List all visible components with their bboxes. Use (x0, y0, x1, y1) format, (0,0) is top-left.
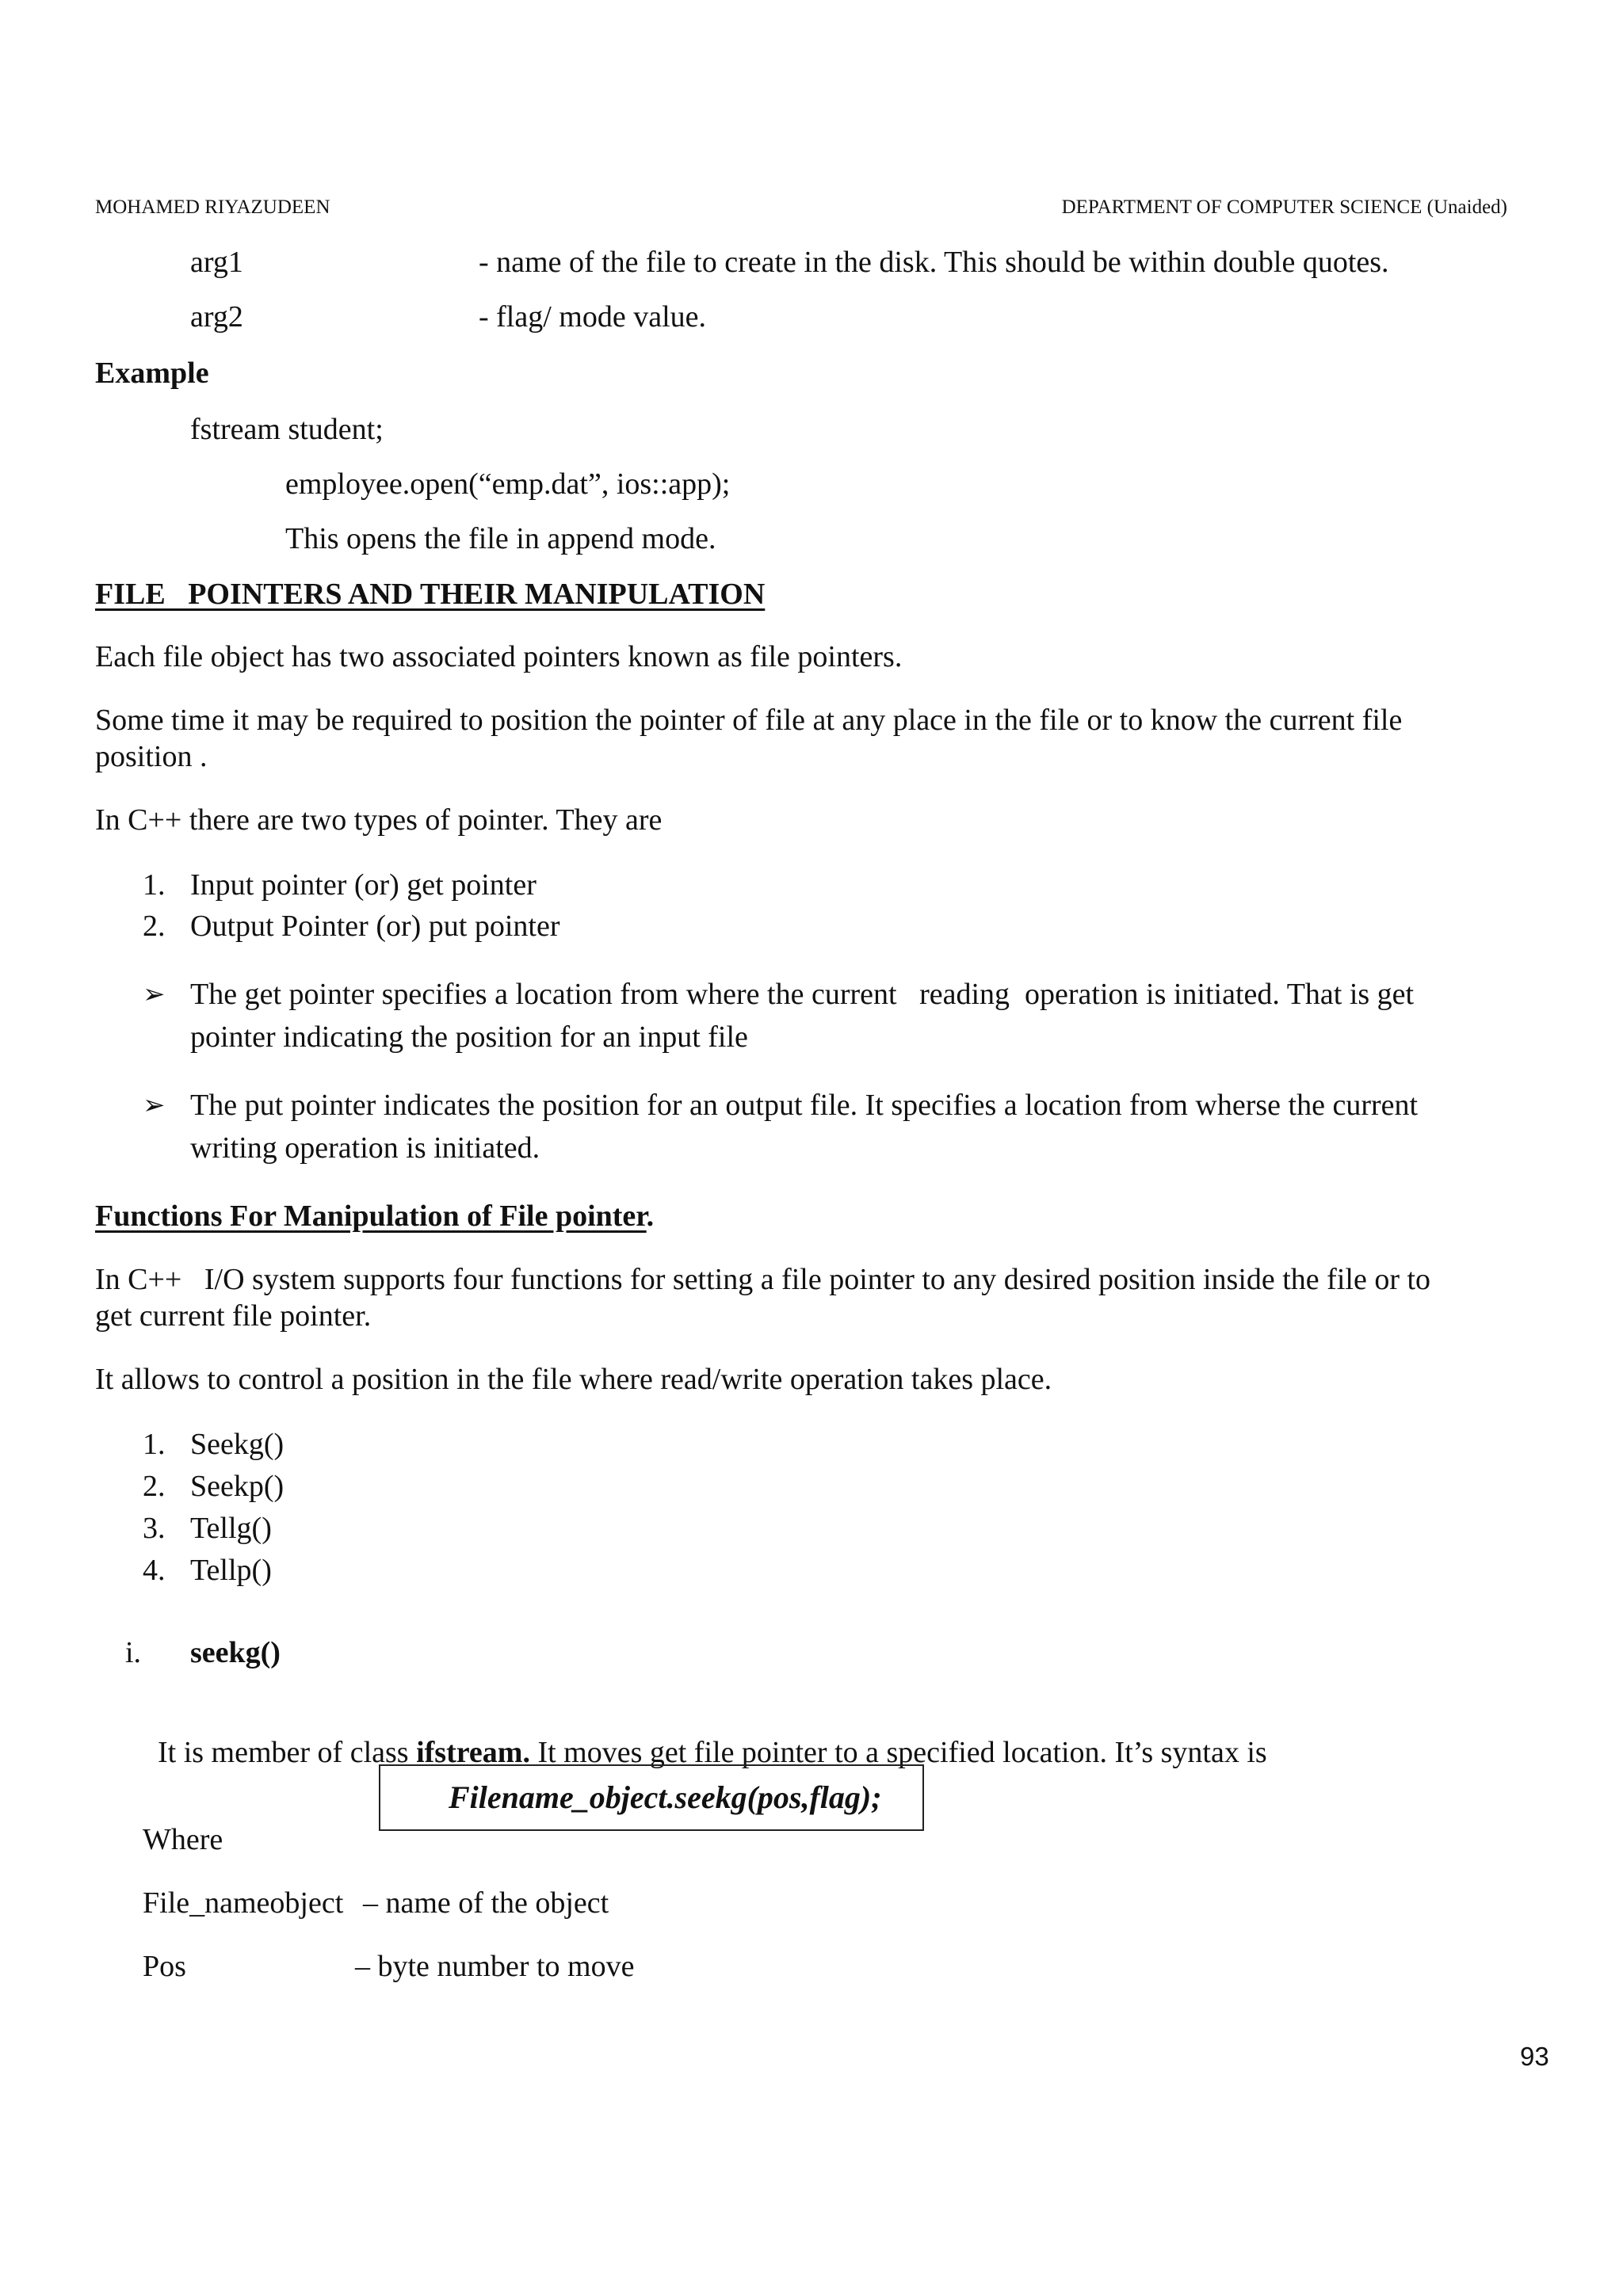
seekg-desc-part: It moves get file pointer to a specified location. It’s syntax is (529, 1736, 1267, 1769)
example-line-3: This opens the file in append mode. (285, 522, 716, 555)
list-number: 2. (143, 910, 166, 943)
definition-term: File_nameobject (143, 1886, 344, 1920)
definition-desc: – byte number to move (355, 1950, 635, 1983)
list-number: 2. (143, 1470, 166, 1503)
arg1-desc: - name of the file to create in the disk. This should be within double quotes. (479, 246, 1389, 279)
seekg-desc-class: ifstream. (416, 1736, 530, 1769)
subsection-number: i. (125, 1636, 142, 1669)
arrow-bullet-icon: ➢ (143, 978, 166, 1010)
bullet-line: The put pointer indicates the position for an output file. It specifies a location from wherse the current (190, 1089, 1419, 1122)
paragraph: In C++ there are two types of pointer. They are (95, 803, 663, 837)
header-department: DEPARTMENT OF COMPUTER SCIENCE (Unaided) (1061, 196, 1507, 218)
list-number: 1. (143, 1428, 166, 1461)
list-number: 1. (143, 868, 166, 902)
syntax-text: Filename_object.seekg(pos,flag); (449, 1779, 882, 1815)
section-heading-period: . (646, 1199, 655, 1233)
list-item: Seekp() (190, 1470, 285, 1503)
list-item: Tellp() (190, 1554, 272, 1587)
bullet-line: writing operation is initiated. (190, 1131, 540, 1165)
arrow-bullet-icon: ➢ (143, 1089, 166, 1121)
definition-desc: – name of the object (363, 1886, 609, 1920)
where-label: Where (143, 1823, 223, 1856)
example-line-2: employee.open(“emp.dat”, ios::app); (285, 467, 731, 501)
list-number: 3. (143, 1512, 166, 1545)
bullet-line: The get pointer specifies a location from where the current reading operation is initiated. That is get (190, 978, 1415, 1011)
paragraph: Each file object has two associated pointers known as file pointers. (95, 640, 903, 673)
page-number: 93 (1520, 2042, 1549, 2071)
paragraph-line: get current file pointer. (95, 1299, 372, 1333)
bullet-line: pointer indicating the position for an input file (190, 1020, 748, 1054)
list-number: 4. (143, 1554, 166, 1587)
list-item: Input pointer (or) get pointer (190, 868, 537, 902)
seekg-description (143, 1698, 1267, 1771)
arg2-desc: - flag/ mode value. (479, 300, 707, 334)
arg1-name: arg1 (190, 246, 243, 279)
definition-term: Pos (143, 1950, 186, 1983)
list-item: Tellg() (190, 1512, 272, 1545)
syntax-box (379, 1764, 924, 1831)
section-heading-text: Functions For Manipulation of File pointer (95, 1199, 647, 1233)
section-heading-functions (95, 1198, 654, 1234)
arg2-name: arg2 (190, 300, 243, 334)
list-item: Output Pointer (or) put pointer (190, 910, 560, 943)
list-item: Seekg() (190, 1428, 285, 1461)
paragraph-line: Some time it may be required to position the pointer of file at any place in the file or to know the current file (95, 704, 1403, 737)
header-author: MOHAMED RIYAZUDEEN (95, 196, 330, 218)
paragraph-line: In C++ I/O system supports four functions for setting a file pointer to any desired position inside the file or to (95, 1263, 1431, 1296)
section-heading-file-pointers: FILE POINTERS AND THEIR MANIPULATION (95, 578, 766, 611)
example-heading: Example (95, 357, 209, 390)
example-line-1: fstream student; (190, 413, 384, 446)
seekg-desc-part: It is member of class (158, 1736, 417, 1769)
paragraph: It allows to control a position in the file where read/write operation takes place. (95, 1363, 1052, 1396)
paragraph-line: position . (95, 740, 208, 773)
subsection-title: seekg() (190, 1636, 281, 1669)
